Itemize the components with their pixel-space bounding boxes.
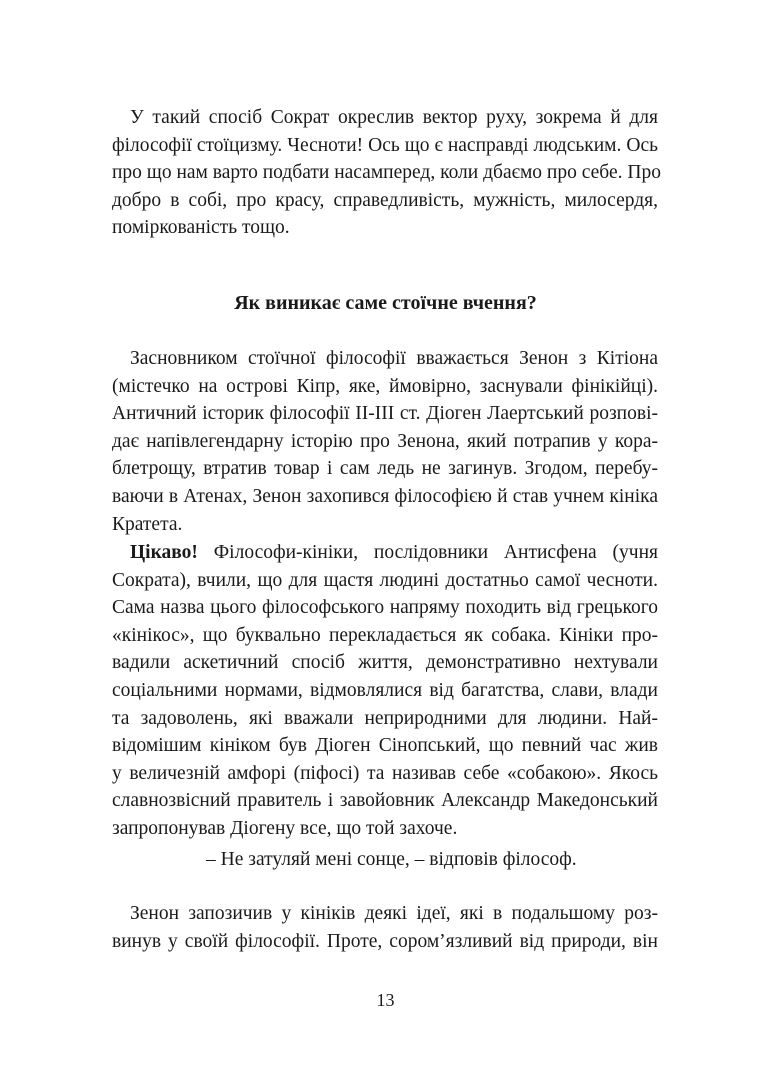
line-text: добро в собі, про красу, справедливість, мужність, милосердя, <box>112 189 658 211</box>
line-text: про що нам варто подбати насамперед, коли дбаємо про себе. Про <box>112 162 661 184</box>
text-line <box>130 345 658 372</box>
line-text: блетрощу, втратив товар і сам ледь не загинув. Згодом, перебу- <box>112 458 658 480</box>
line-text: винув у своїй філософії. Проте, сором’язливий від природи, він <box>112 930 658 952</box>
line-text: «кінікос», що буквально перекладається як собака. Кініки про- <box>112 624 658 646</box>
line-text: соціальними нормами, відмовлялися від багатства, слави, влади <box>112 680 658 701</box>
text-line <box>130 104 658 131</box>
line-text: Зенон запозичив у кініків деякі ідеї, які в подальшому роз- <box>130 903 658 924</box>
text-line <box>112 928 658 955</box>
line-text: у величезній амфорі (піфосі) та називав себе «собакою». Якось <box>112 762 658 784</box>
text-line <box>112 159 661 186</box>
page-number: 13 <box>376 990 395 1010</box>
text-line <box>112 760 658 787</box>
line-text: запропонував Діогену все, що той захоче. <box>112 818 458 839</box>
text-line <box>112 649 658 676</box>
line-text: відомішим кініком був Діоген Сінопський, що певний час жив <box>112 735 658 757</box>
line-text: Античний історик філософії II-III ст. Діоген Лаертський розпові- <box>112 403 658 425</box>
text-line <box>112 455 658 482</box>
text-line <box>112 483 658 510</box>
text-line <box>112 677 658 704</box>
text-line <box>112 214 658 241</box>
line-text: вадили аскетичний спосіб життя, демонстративно нехтували <box>112 652 658 674</box>
text-line <box>112 594 658 621</box>
text-line <box>112 373 658 400</box>
line-text: Кратета. <box>112 513 183 535</box>
line-text: Засновником стоїчної філософії вважається Зенон з Кітіона <box>130 348 658 369</box>
text-line <box>112 132 658 159</box>
lead-word: Цікаво! <box>130 542 198 563</box>
text-line <box>112 428 658 455</box>
text-line <box>112 511 658 538</box>
text-line <box>112 567 658 594</box>
line-text: У такий спосіб Сократ окреслив вектор руху, зокрема й для <box>130 107 658 128</box>
diogenes-quote: – Не затуляй мені сонце, – відповів філософ. <box>206 849 577 870</box>
line-text: ваючи в Атенах, Зенон захопився філософією й став учнем кініка <box>112 486 658 507</box>
text-line <box>112 815 658 842</box>
line-text: славнозвісний правитель і завойовник Александр Македонський <box>112 790 658 812</box>
text-line <box>112 622 658 649</box>
line-text: Сократа), вчили, що для щастя людині достатньо самої чесноти. <box>112 569 658 591</box>
line-text: Філософи-кініки, послідовники Антисфена (учня <box>197 542 658 563</box>
line-text: (містечко на острові Кіпр, яке, ймовірно, заснували фінікійці). <box>112 375 658 397</box>
text-line <box>112 705 658 732</box>
section-heading: Як виникає саме стоїчне вчення? <box>234 292 537 314</box>
line-text: Сама назва цього філософського напряму походить від грецького <box>112 597 658 619</box>
text-line <box>130 900 658 927</box>
line-text: поміркованість тощо. <box>112 217 290 239</box>
line-text: та задоволень, які вважали неприродними для людини. Най- <box>112 707 658 729</box>
line-text: філософії стоїцизму. Чесноти! Ось що є насправді людським. Ось <box>112 134 658 156</box>
text-line <box>112 732 658 759</box>
line-text: дає напівлегендарну історію про Зенона, який потрапив у кора- <box>112 430 658 452</box>
text-line <box>112 787 658 814</box>
text-line <box>112 187 658 214</box>
text-line <box>130 539 658 566</box>
text-line <box>112 400 658 427</box>
